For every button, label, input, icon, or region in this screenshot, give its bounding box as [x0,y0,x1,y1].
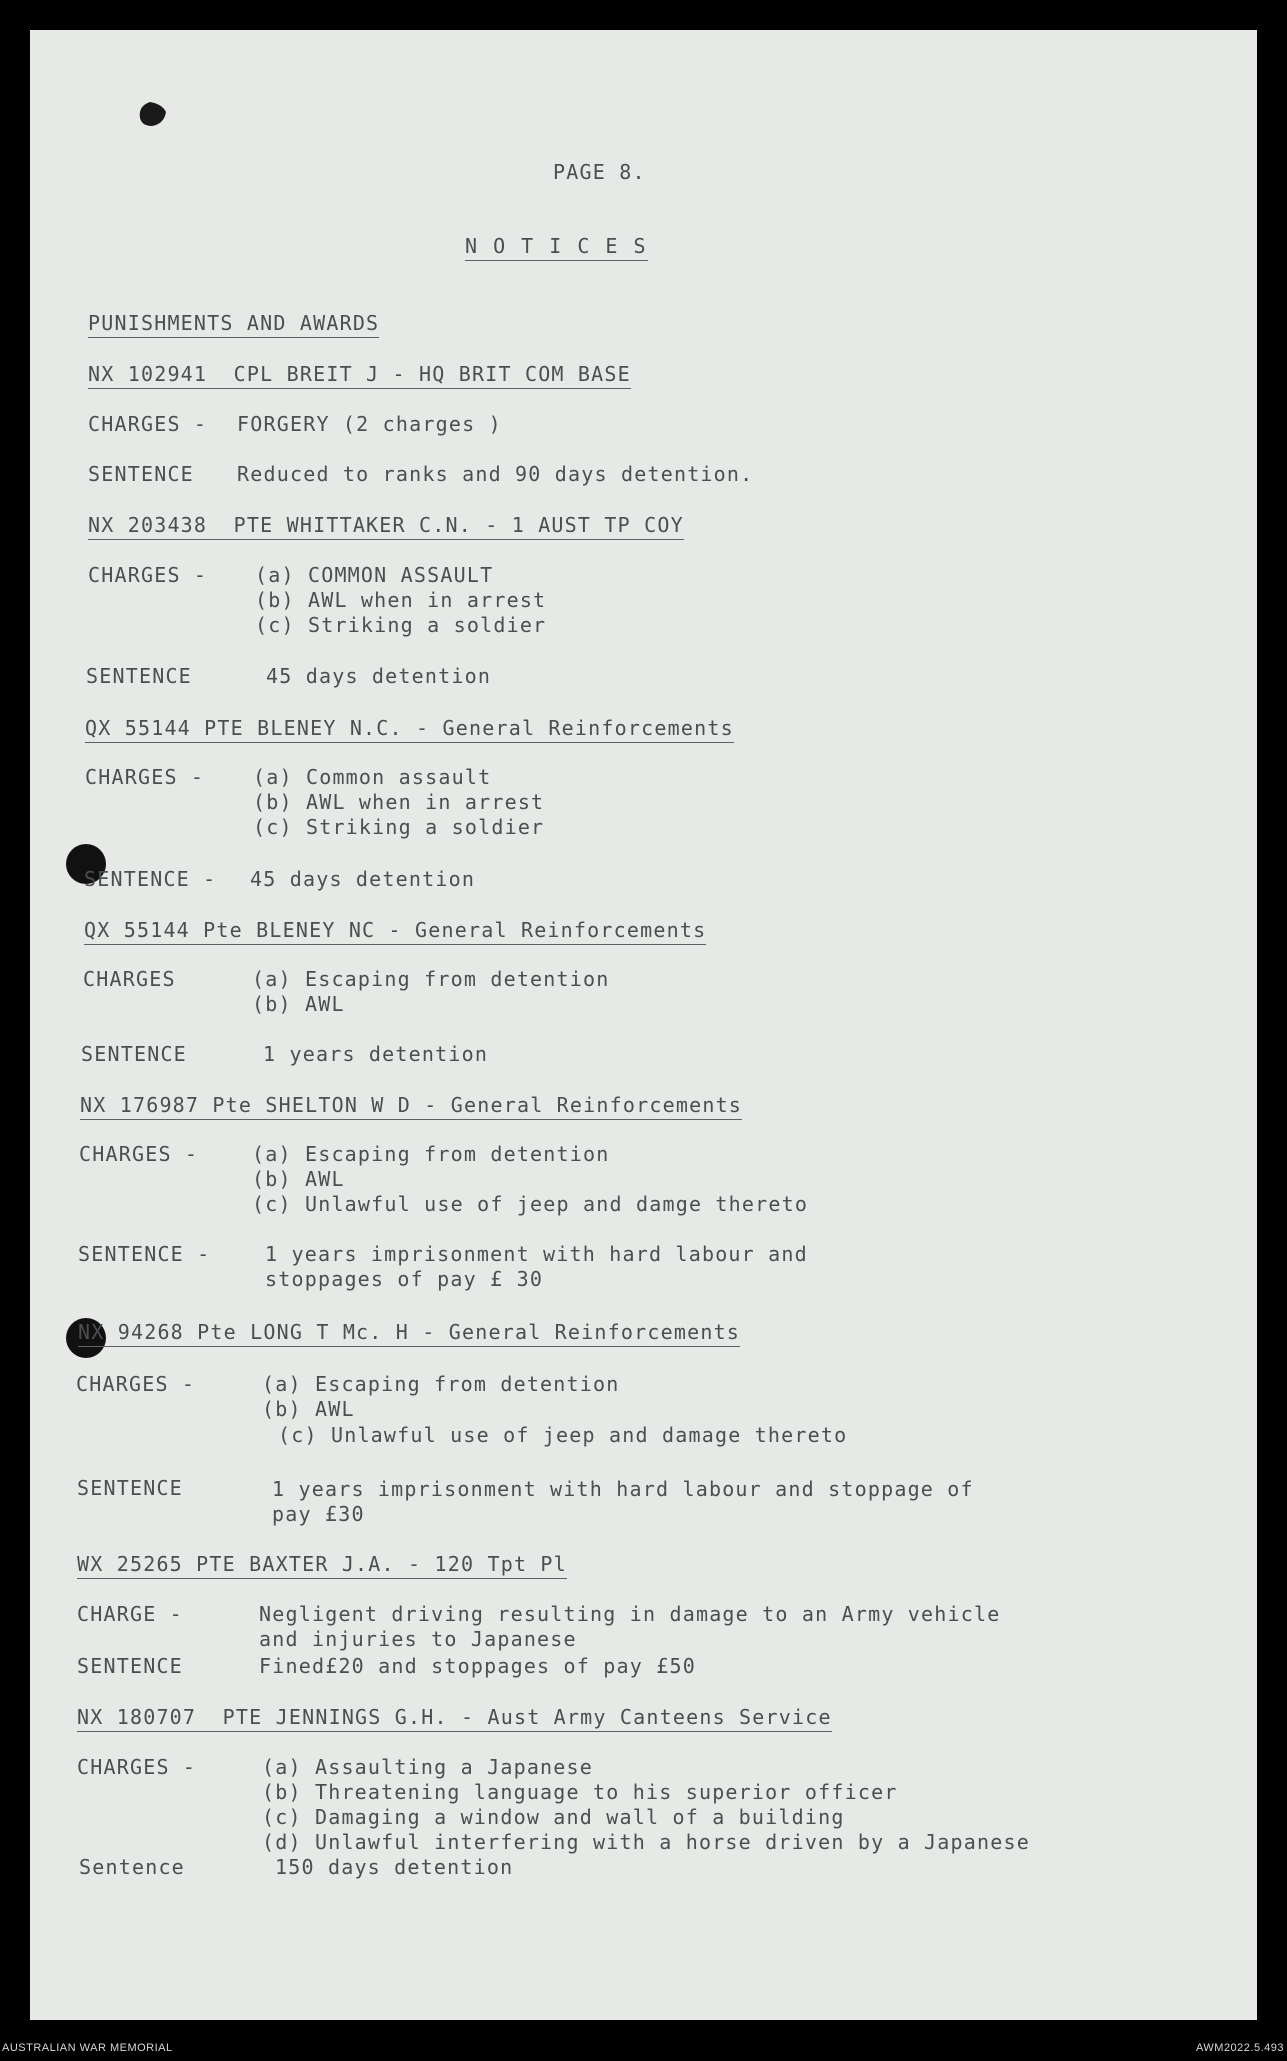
charge-line: (a) Assaulting a Japanese [262,1755,594,1779]
sentence-label: SENTENCE [77,1476,183,1500]
sentence-label: SENTENCE [77,1654,183,1678]
sentence-line: 1 years detention [263,1042,489,1066]
sentence-label: SENTENCE [88,462,194,486]
charges-label: CHARGES - [88,412,208,436]
sentence-label: SENTENCE - [84,867,217,891]
charge-line: (b) AWL when in arrest [253,790,545,814]
sentence-line: 1 years imprisonment with hard labour and stoppage of [272,1477,974,1501]
charges-label: CHARGES - [79,1142,199,1166]
sentence-line: Fined£20 and stoppages of pay £50 [259,1654,696,1678]
charge-line: (c) Striking a soldier [255,613,547,637]
entry-header: NX 176987 Pte SHELTON W D - General Reinforcements [80,1093,742,1120]
charge-line: and injuries to Japanese [259,1627,577,1651]
charge-line: (a) Common assault [253,765,492,789]
charge-line: (a) Escaping from detention [252,1142,610,1166]
charges-label: CHARGES - [77,1755,197,1779]
charge-line: (b) AWL [262,1397,355,1421]
charge-line: (c) Striking a soldier [253,815,545,839]
section-heading: PUNISHMENTS AND AWARDS [88,311,379,338]
footer-reference: AWM2022.5.493 [1195,2042,1284,2054]
sentence-label: SENTENCE [81,1042,187,1066]
entry-header: QX 55144 Pte BLENEY NC - General Reinforcements [84,918,706,945]
charge-line: (b) Threatening language to his superior officer [262,1780,898,1804]
entry-header: QX 55144 PTE BLENEY N.C. - General Reinforcements [85,716,734,743]
sentence-line: 45 days detention [266,664,492,688]
sentence-label: SENTENCE - [78,1242,211,1266]
charge-line: (c) Unlawful use of jeep and damage thereto [278,1423,848,1447]
sentence-line: pay £30 [272,1502,365,1526]
entry-header: NX 94268 Pte LONG T Mc. H - General Reinforcements [78,1320,740,1347]
ink-smudge [110,60,180,130]
footer-source: AUSTRALIAN WAR MEMORIAL [2,2042,173,2054]
charge-line: FORGERY (2 charges ) [237,412,502,436]
sentence-line: 1 years imprisonment with hard labour and [265,1242,808,1266]
sentence-line: stoppages of pay £ 30 [265,1267,544,1291]
entry-header: WX 25265 PTE BAXTER J.A. - 120 Tpt Pl [77,1552,567,1579]
entry-header: NX 180707 PTE JENNINGS G.H. - Aust Army Canteens Service [77,1705,832,1732]
charges-label: CHARGES - [85,765,205,789]
entry-header: NX 102941 CPL BREIT J - HQ BRIT COM BASE [88,362,631,389]
charge-line: (b) AWL when in arrest [255,588,547,612]
sentence-label: Sentence [79,1855,185,1879]
charge-line: (b) AWL [252,992,345,1016]
charge-line: Negligent driving resulting in damage to an Army vehicle [259,1602,1001,1626]
charge-line: (b) AWL [252,1167,345,1191]
page-title: N O T I C E S [465,234,648,261]
charge-line: (c) Unlawful use of jeep and damge thereto [252,1192,809,1216]
charge-line: (a) Escaping from detention [252,967,610,991]
charges-label: CHARGES - [76,1372,196,1396]
entry-header: NX 203438 PTE WHITTAKER C.N. - 1 AUST TP COY [88,513,684,540]
charges-label: CHARGES - [88,563,208,587]
charge-line: (c) Damaging a window and wall of a building [262,1805,845,1829]
sentence-label: SENTENCE [86,664,192,688]
sentence-line: 150 days detention [275,1855,514,1879]
charges-label: CHARGES [83,967,176,991]
charge-line: (a) Escaping from detention [262,1372,620,1396]
sentence-line: 45 days detention [250,867,476,891]
charge-line: (a) COMMON ASSAULT [255,563,494,587]
charges-label: CHARGE - [77,1602,183,1626]
sentence-line: Reduced to ranks and 90 days detention. [237,462,754,486]
page-number: PAGE 8. [553,160,646,184]
charge-line: (d) Unlawful interfering with a horse driven by a Japanese [262,1830,1030,1854]
